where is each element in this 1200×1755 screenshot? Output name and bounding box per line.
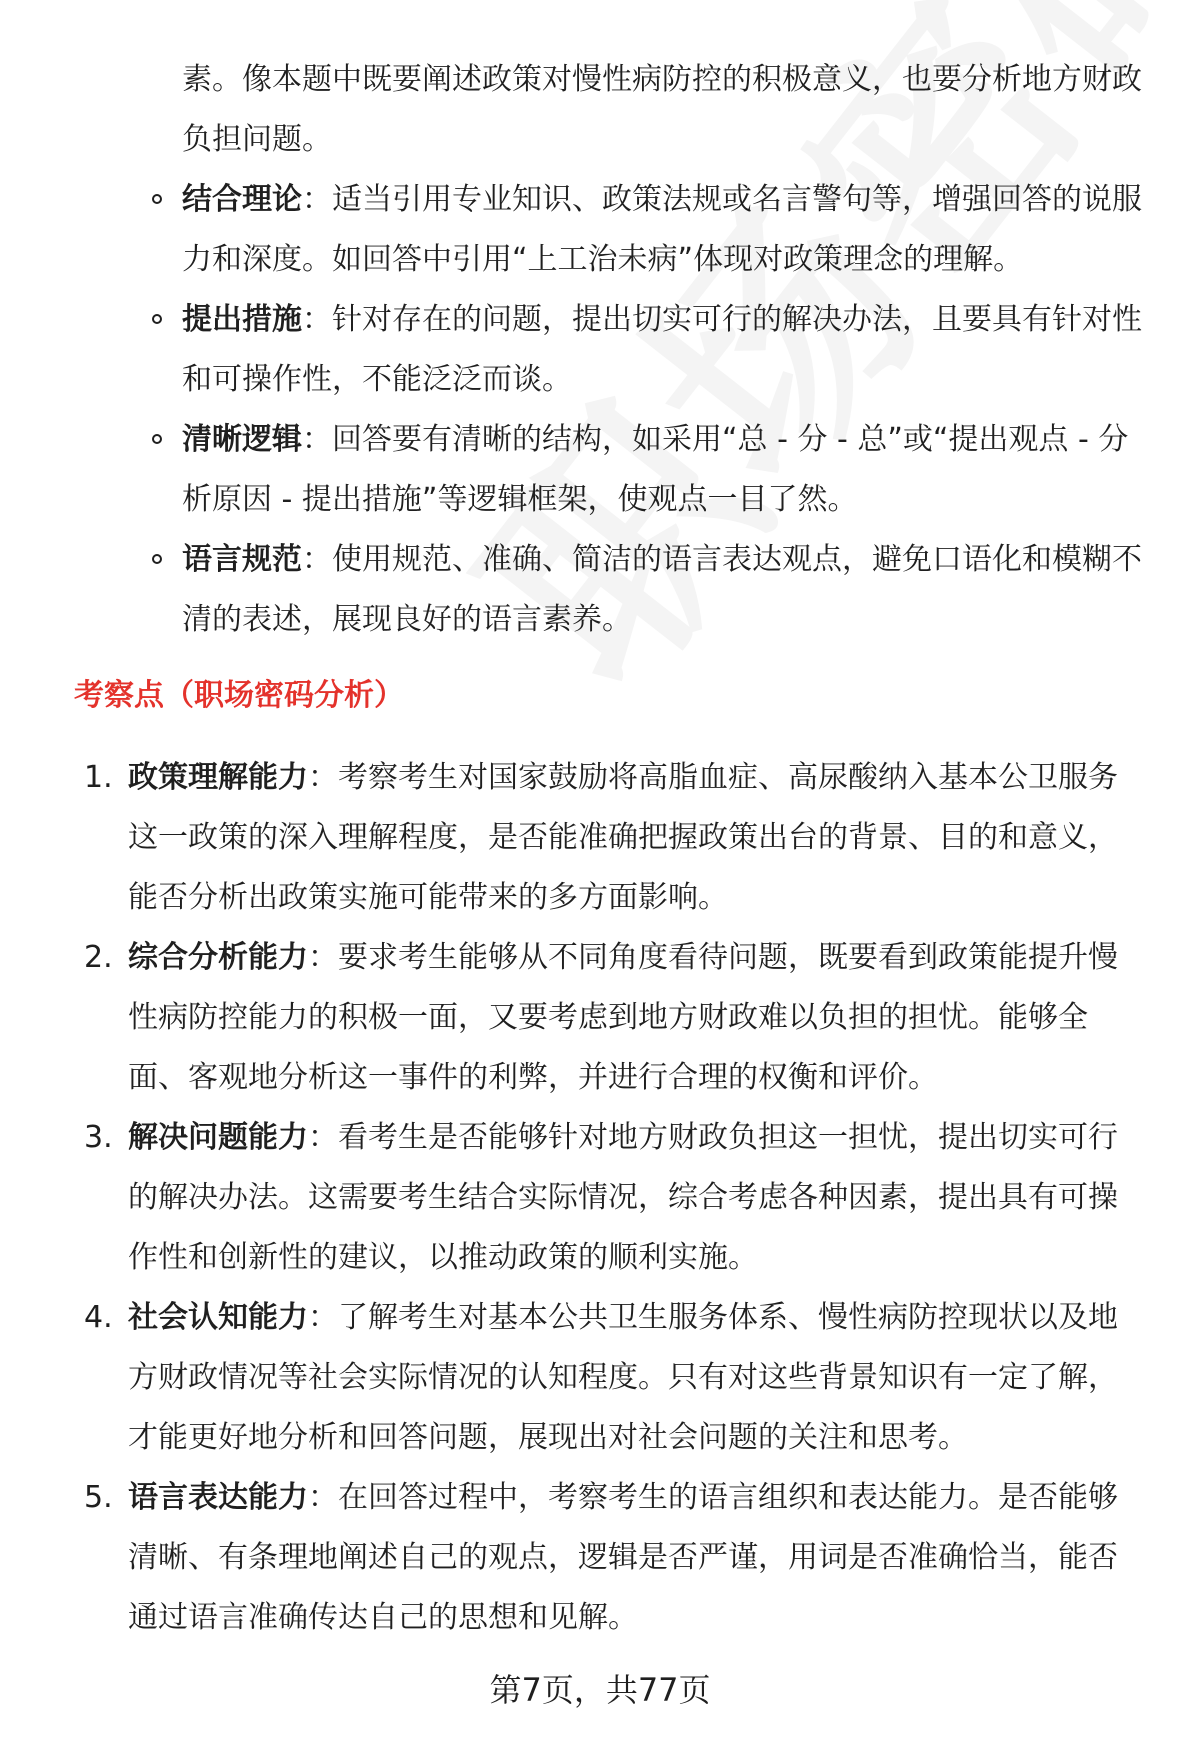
list-item xyxy=(150,530,1142,650)
item-separator: ： xyxy=(308,940,338,975)
list-item xyxy=(150,290,1142,410)
hollow-bullet-icon xyxy=(152,434,162,444)
bullet-text: 适当引用专业知识、政策法规或名言警句等，增强回答的说服力和深度。如回答中引用“上工治未病”体现对政策理念的理解。 xyxy=(182,182,1142,277)
bullet-text: 回答要有清晰的结构，如采用“总 - 分 - 总”或“提出观点 - 分析原因 - 提出措施”等逻辑框架，使观点一目了然。 xyxy=(182,422,1129,517)
item-title: 政策理解能力 xyxy=(128,760,308,795)
bullet-separator: ： xyxy=(302,182,332,217)
item-text: 在回答过程中，考察考生的语言组织和表达能力。是否能够清晰、有条理地阐述自己的观点，逻辑是否严谨，用词是否准确恰当，能否通过语言准确传达自己的思想和见解。 xyxy=(128,1480,1118,1635)
bullet-text: 使用规范、准确、简洁的语言表达观点，避免口语化和模糊不清的表述，展现良好的语言素养。 xyxy=(182,542,1142,637)
list-item xyxy=(80,748,1142,928)
item-text: 考察考生对国家鼓励将高脂血症、高尿酸纳入基本公卫服务这一政策的深入理解程度，是否能准确把握政策出台的背景、目的和意义，能否分析出政策实施可能带来的多方面影响。 xyxy=(128,760,1118,915)
bullet-title: 清晰逻辑 xyxy=(182,422,302,457)
page-number: 第7页，共77页 xyxy=(489,1671,711,1709)
item-text: 了解考生对基本公共卫生服务体系、慢性病防控现状以及地方财政情况等社会实际情况的认知程度。只有对这些背景知识有一定了解，才能更好地分析和回答问题，展现出对社会问题的关注和思考。 xyxy=(128,1300,1118,1455)
section-heading: 考察点（职场密码分析） xyxy=(74,678,404,713)
bullet-list xyxy=(150,170,1142,650)
bullet-title: 结合理论 xyxy=(182,182,302,217)
numbered-list xyxy=(80,748,1142,1648)
item-text: 看考生是否能够针对地方财政负担这一担忧，提出切实可行的解决办法。这需要考生结合实际情况，综合考虑各种因素，提出具有可操作性和创新性的建议，以推动政策的顺利实施。 xyxy=(128,1120,1118,1275)
list-item xyxy=(80,928,1142,1108)
item-title: 社会认知能力 xyxy=(128,1300,308,1335)
item-separator: ： xyxy=(308,1300,338,1335)
item-number: 5. xyxy=(84,1480,113,1515)
item-title: 综合分析能力 xyxy=(128,940,308,975)
item-separator: ： xyxy=(308,1480,338,1515)
item-separator: ： xyxy=(308,760,338,795)
item-number: 3. xyxy=(84,1120,113,1155)
list-item xyxy=(150,170,1142,290)
hollow-bullet-icon xyxy=(152,194,162,204)
continuation-paragraph: 素。像本题中既要阐述政策对慢性病防控的积极意义，也要分析地方财政负担问题。 xyxy=(182,62,1142,157)
item-number: 1. xyxy=(84,760,113,795)
item-text: 要求考生能够从不同角度看待问题，既要看到政策能提升慢性病防控能力的积极一面，又要考虑到地方财政难以负担的担忧。能够全面、客观地分析这一事件的利弊，并进行合理的权衡和评价。 xyxy=(128,940,1118,1095)
list-item xyxy=(80,1468,1142,1648)
bullet-title: 提出措施 xyxy=(182,302,302,337)
bullet-title: 语言规范 xyxy=(182,542,302,577)
bullet-separator: ： xyxy=(302,302,332,337)
bullet-text: 针对存在的问题，提出切实可行的解决办法，且要具有针对性和可操作性，不能泛泛而谈。 xyxy=(182,302,1142,397)
bullet-separator: ： xyxy=(302,422,332,457)
item-separator: ： xyxy=(308,1120,338,1155)
hollow-bullet-icon xyxy=(152,554,162,564)
item-number: 2. xyxy=(84,940,113,975)
list-item xyxy=(80,1288,1142,1468)
item-title: 语言表达能力 xyxy=(128,1480,308,1515)
item-title: 解决问题能力 xyxy=(128,1120,308,1155)
list-item xyxy=(150,410,1142,530)
item-number: 4. xyxy=(84,1300,113,1335)
list-item xyxy=(80,1108,1142,1288)
bullet-separator: ： xyxy=(302,542,332,577)
hollow-bullet-icon xyxy=(152,314,162,324)
